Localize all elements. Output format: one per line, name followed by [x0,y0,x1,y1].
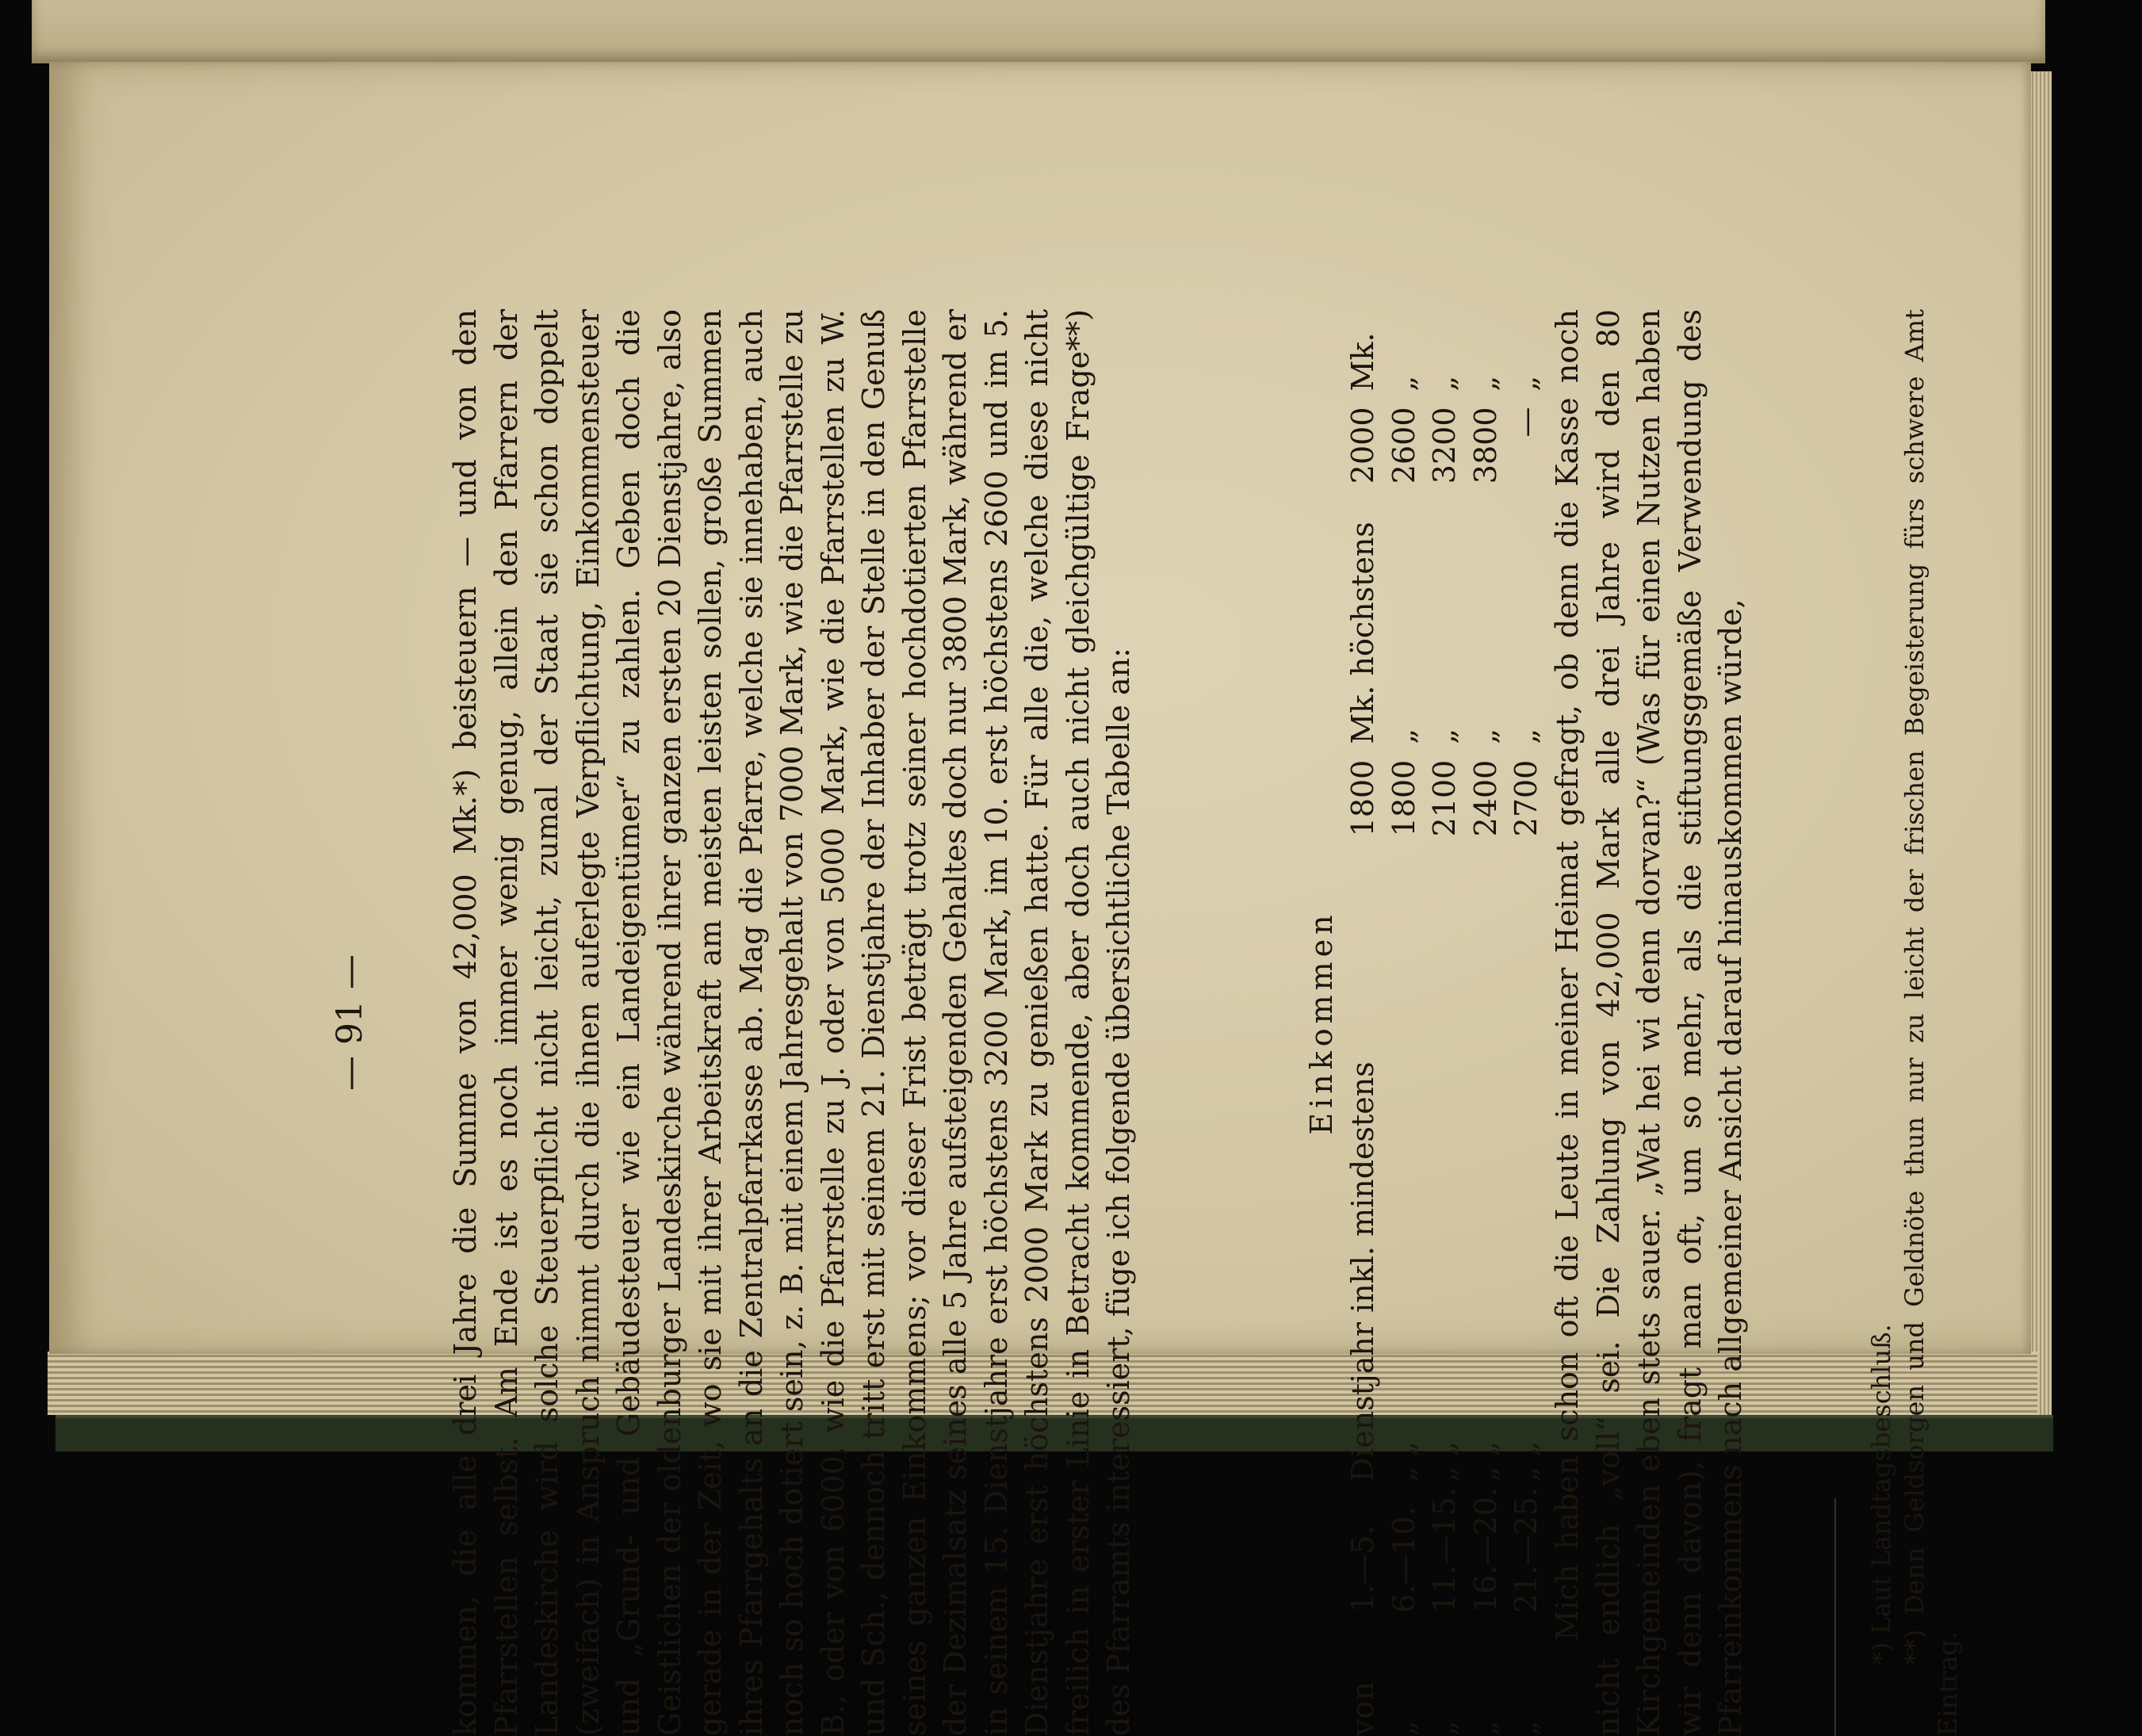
table-cell: 2100 [1427,759,1462,837]
table-cell: „ [1386,728,1421,744]
income-table [1343,309,1547,1736]
closing-paragraph: Mich haben schon oft die Leute in meiner Heimat gefragt, ob denn die Kasse noch nicht endlich „voll“ sei. Die Zahlung von 42,000 Mark alle drei Jahre wird den 80 Kirchgemeinden eben stets sauer. „Wat hei wi denn dorvan?“ (Was für einen Nutzen haben wir denn davon), fragt man oft, um so mehr, als die stiftungsgemäße Verwendung des Pfarreinkommens nach allgemeiner Ansicht darauf hinauskommen würde, [1550,309,1748,1736]
body-paragraph: kommen, die alle drei Jahre die Summe von 42,000 Mk.*) beisteuern — und von den Pfarrstellen selbst. Am Ende ist es noch immer wenig genug, allein den Pfarrern der Landeskirche wird solche Steuerpflicht nicht leicht, zumal der Staat sie schon doppelt (zweifach) in Anspruch nimmt durch die ihnen auferlegte Verpflichtung, Einkommensteuer und „Grund- und Gebäudesteuer wie ein Landeigentümer“ zu zahlen. Geben doch die Geistlichen der oldenburger Landeskirche während ihrer ganzen ersten 20 Dienstjahre, also gerade in der Zeit, wo sie mit ihrer Arbeitskraft am meisten leisten sollen, große Summen ihres Pfarrgehalts an die Zentralpfarrkasse ab. Mag die Pfarre, welche sie innehaben, auch noch so hoch dotiert sein, z. B. mit einem Jahresgehalt von 7000 Mark, wie die Pfarrstelle zu B., oder von 6000, wie die Pfarrstelle zu J. oder von 5000 Mark, wie die Pfarrstellen zu W. und Sch., dennoch tritt erst mit seinem 21. Dienstjahre der Inhaber der Stelle in den Genuß seines ganzen Einkommens; vor dieser Frist beträgt trotz seiner hochdotierten Pfarrstelle der Dezimalsatz seines alle 5 Jahre aufsteigenden Gehaltes doch nur 3800 Mark, während er in seinem 15. Dienstjahre erst höchstens 3200 Mark, im 10. erst höchstens 2600 und im 5. Dienstjahre erst höchstens 2000 Mark zu genießen hatte. Für alle die, welche diese nicht freilich in erster Linie in Betracht kommende, aber doch auch nicht gleichgültige Frage**) des Pfarramts interessiert, füge ich folgende übersichtliche Tabelle an: [448,309,1136,1736]
table-cell: 2600 [1386,407,1421,484]
book-page [49,62,2031,1736]
table-cell: 1800 [1345,759,1380,837]
table-cell: „ [1509,1720,1543,1736]
table-cell: „ [1427,728,1462,744]
footnote: *) Laut Landtagsbeschluß. [1866,1324,1896,1665]
table-cell: „ [1467,375,1503,392]
table-cell: Dienstjahr inkl. mindestens [1345,1061,1380,1482]
previous-page-edge [32,0,2045,63]
table-row [1384,309,1425,1736]
table-row [1466,309,1507,1736]
table-row [1506,309,1547,1736]
table-cell: 6.—10. [1386,1506,1421,1613]
table-cell: 1800 [1386,759,1421,837]
table-cell: Mk. [1345,332,1380,392]
table-cell: von [1345,1681,1380,1736]
table-cell: 3200 [1427,407,1462,484]
table-cell: „ [1386,375,1421,392]
table-cell: 3800 [1467,407,1503,484]
page-number: — 91 — [330,954,370,1091]
table-title: Einkommen [1304,910,1339,1135]
table-cell: „ [1509,728,1543,744]
table-row [1343,309,1384,1736]
table-cell: 2400 [1467,759,1503,837]
table-cell: „ [1467,1720,1503,1736]
table-cell: 1.—5. [1345,1525,1380,1613]
table-cell: — [1509,407,1543,438]
footnotes [1865,309,1964,1736]
table-cell: 11.—15. [1427,1487,1462,1613]
table-cell: „ „ [1427,1440,1462,1482]
table-cell: „ „ [1509,1440,1543,1482]
table-cell: „ [1467,728,1503,744]
table-cell: „ [1427,1720,1462,1736]
table-cell: Mk. höchstens [1345,522,1380,744]
table-cell: „ [1386,1720,1421,1736]
table-cell: „ [1509,375,1543,392]
table-cell: 2000 [1345,407,1380,484]
table-row [1425,309,1466,1736]
table-cell: 2700 [1509,759,1543,837]
table-cell: „ [1427,375,1462,392]
table-cell: 21.—25. [1509,1487,1543,1613]
table-cell: „ „ [1467,1440,1503,1482]
table-cell: „ „ [1386,1440,1421,1482]
table-cell: 16.—20. [1467,1487,1503,1613]
footnote-divider [1834,1498,1836,1736]
rotated-text-block [319,309,2142,1736]
footnote: **) Denn Geldsorgen und Geldnöte thun nur zu leicht der frischen Begeisterung fürs schwere Amt Eintrag. [1899,309,1963,1736]
